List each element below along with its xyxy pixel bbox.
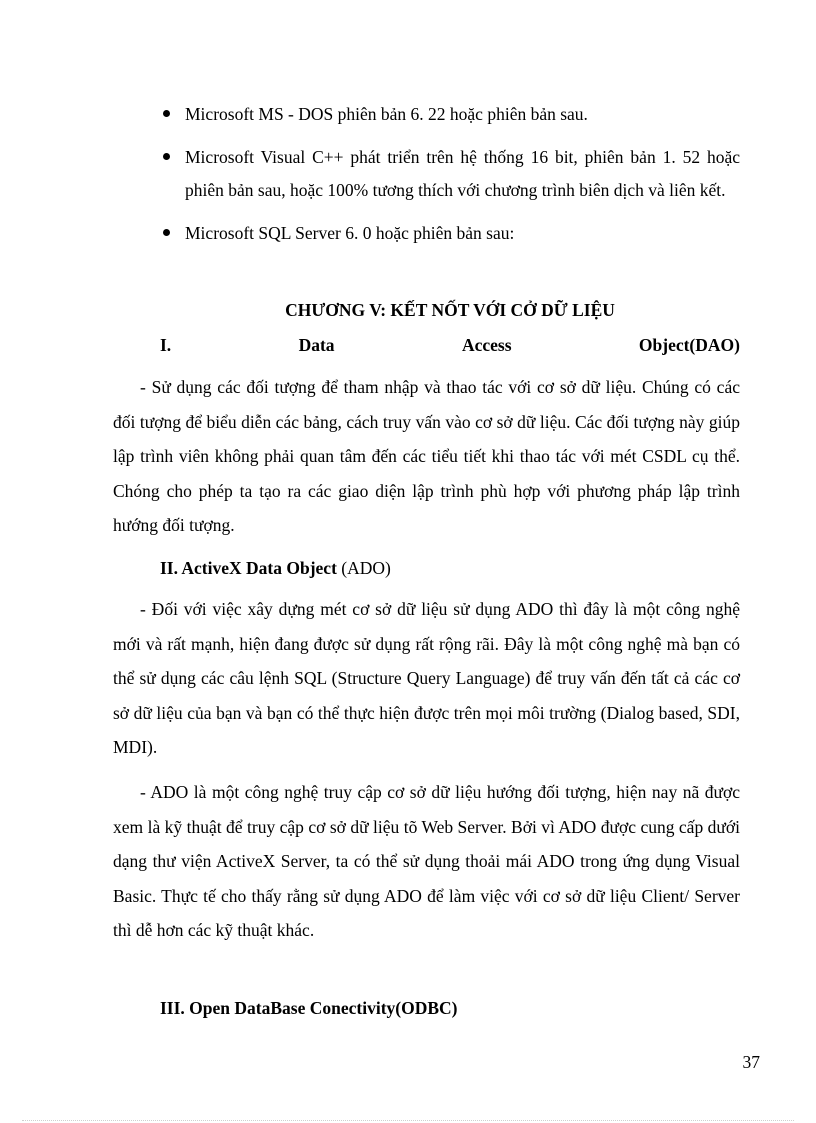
ado-paragraph-2: - ADO là một công nghệ truy cập cơ sở dữ liệu hướng đối tượng, hiện nay nã được xem là kỹ thuật để truy cập cơ sở dữ liệu tõ Web Server. Bởi vì ADO được cung cấp dưới dạng thư viện ActiveX Server, ta có thể sử dụng thoải mái ADO trong ứng dụng Visual Basic. Thực tế cho thấy rằng sử dụng ADO để làm việc với cơ sở dữ liệu Client/ Server thì dễ hơn các kỹ thuật khác. [113,782,740,940]
list-item-text: Microsoft Visual C++ phát triển trên hệ thống 16 bit, phiên bản 1. 52 hoặc phiên bản sau, hoặc 100% tương thích với chương trình biên dịch và liên kết. [185,147,740,200]
page-number: 37 [742,1052,760,1072]
section-heading-ado [160,554,391,582]
list-item-text: Microsoft MS - DOS phiên bản 6. 22 hoặc phiên bản sau. [185,104,588,124]
heading-plain-text: (ADO) [341,558,391,578]
list-item [160,217,740,250]
heading-bold-text: II. ActiveX Data Object [160,558,342,578]
footer-divider [22,1120,794,1121]
heading-word: Object(DAO) [638,335,740,355]
heading-word: Data [298,335,335,355]
bullet-icon [163,110,170,117]
chapter-title: CHƯƠNG V: KẾT NỐT VỚI CỞ DỮ LIỆU [285,300,615,320]
heading-word: Access [461,335,512,355]
bullet-icon [163,229,170,236]
list-item [160,141,740,207]
list-item [160,98,740,131]
requirements-list [160,98,740,260]
bullet-icon [163,153,170,160]
list-item-text: Microsoft SQL Server 6. 0 hoặc phiên bản sau: [185,223,515,243]
section-number: I. [160,335,172,355]
section-heading-odbc: III. Open DataBase Conectivity(ODBC) [160,998,458,1018]
section-heading-dao [160,331,740,359]
ado-paragraph-1: - Đối với việc xây dựng mét cơ sở dữ liệu sử dụng ADO thì đây là một công nghệ mới và rất mạnh, hiện đang được sử dụng rất rộng rãi. Đây là một công nghệ mà bạn có thể sử dụng các câu lệnh SQL (Structure Query Language) để truy vấn đến tất cả các cơ sở dữ liệu của bạn và bạn có thể thực hiện được trên mọi môi trường (Dialog based, SDI, MDI). [113,599,740,757]
dao-paragraph: - Sử dụng các đối tượng để tham nhập và thao tác với cơ sở dữ liệu. Chúng có các đối tượng để biểu diễn các bảng, cách truy vấn vào cơ sở dữ liệu. Các đối tượng này giúp lập trình viên không phải quan tâm đến các tiểu tiết khi thao tác với mét CSDL cụ thể. Chóng cho phép ta tạo ra các giao diện lập trình phù hợp với phương pháp lập trình hướng đối tượng. [113,377,740,535]
